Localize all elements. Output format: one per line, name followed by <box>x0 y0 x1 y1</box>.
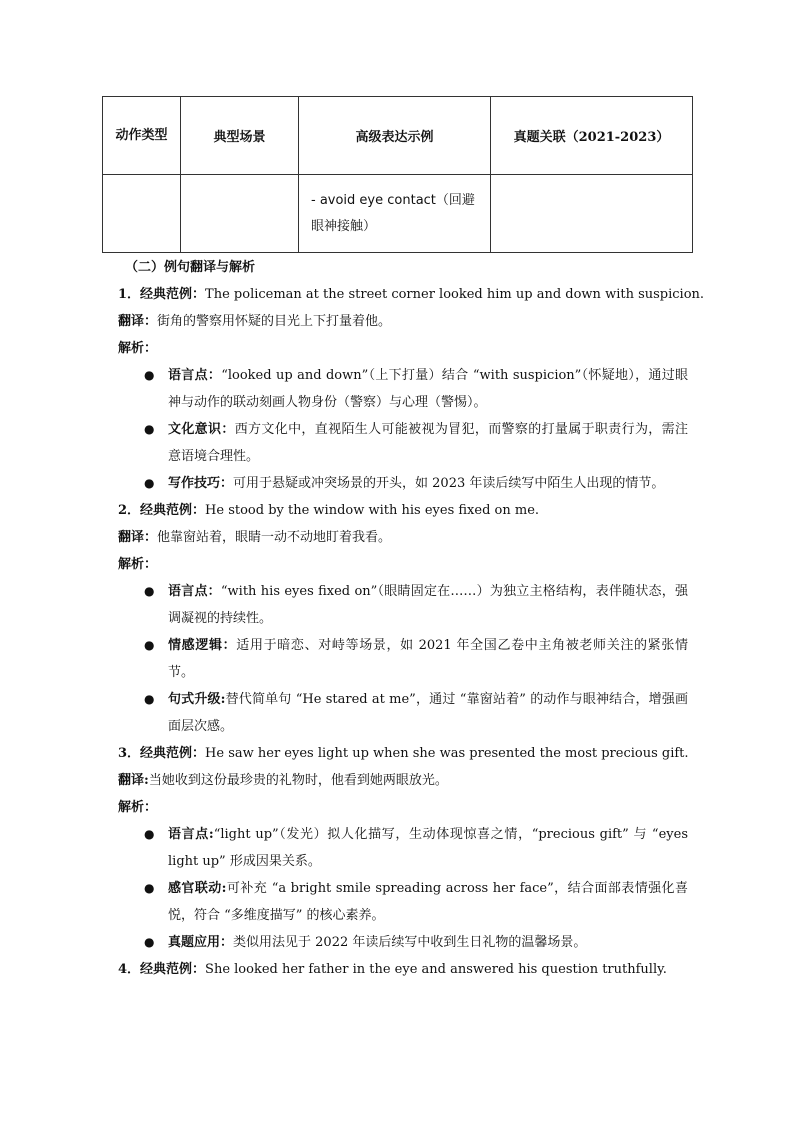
bullet-icon: ● <box>144 881 155 895</box>
example-label: 2．经典范例： <box>118 503 206 518</box>
analysis-heading <box>118 794 698 821</box>
point-label: 写作技巧： <box>168 476 234 491</box>
analysis-heading <box>118 551 698 578</box>
example-label: 3．经典范例： <box>118 746 206 761</box>
section-title: （二）例句翻译与解析 <box>125 260 256 275</box>
expression-table <box>102 96 693 253</box>
table-cell <box>181 175 299 253</box>
bullet-icon: ● <box>144 638 155 652</box>
example-sentence: He saw her eyes light up when she was presented the most precious gift. <box>205 746 689 761</box>
table-row <box>103 175 693 253</box>
bullet-icon: ● <box>144 368 155 382</box>
list-item <box>118 416 698 470</box>
point-text: 可补充 “a bright smile spreading across her face”，结合面部表情强化喜悦，符合 “多维度描写” 的核心素养。 <box>168 881 688 923</box>
analysis-label: 解析： <box>118 800 158 815</box>
table-header-cell: 真题关联（2021-2023） <box>491 97 693 175</box>
translation-line <box>118 767 698 794</box>
point-text: “light up”（发光）拟人化描写，生动体现惊喜之情，“precious gift” 与 “eyes light up” 形成因果关系。 <box>168 827 688 869</box>
bullet-icon: ● <box>144 692 155 706</box>
point-text: “looked up and down”（上下打量）结合 “with suspicion”（怀疑地），通过眼神与动作的联动刻画人物身份（警察）与心理（警惕）。 <box>168 368 688 410</box>
example-line <box>118 281 705 308</box>
example-sentence: He stood by the window with his eyes fixed on me. <box>205 503 540 518</box>
table-cell <box>491 175 693 253</box>
analysis-label: 解析： <box>118 557 158 572</box>
point-label: 情感逻辑： <box>168 638 237 653</box>
point-label: 语言点： <box>168 368 222 383</box>
translation-text: 当她收到这份最珍贵的礼物时，他看到她两眼放光。 <box>148 773 448 788</box>
example-label: 1．经典范例： <box>118 287 206 302</box>
bullet-icon: ● <box>144 584 155 598</box>
content-flow <box>118 254 705 983</box>
point-label: 语言点： <box>168 584 221 599</box>
point-label: 文化意识： <box>168 422 235 437</box>
table-header-cell: 典型场景 <box>181 97 299 175</box>
point-text: 类似用法见于 2022 年读后续写中收到生日礼物的温馨场景。 <box>233 935 587 950</box>
example-label: 4．经典范例： <box>118 962 206 977</box>
list-item <box>118 470 698 497</box>
translation-line <box>118 308 698 335</box>
point-text: “with his eyes fixed on”（眼睛固定在……）为独立主格结构，表伴随状态，强调凝视的持续性。 <box>168 584 688 626</box>
example-line <box>118 956 698 983</box>
point-label: 真题应用： <box>168 935 234 950</box>
translation-text: 街角的警察用怀疑的目光上下打量着他。 <box>157 314 392 329</box>
list-item <box>118 686 698 740</box>
example-line <box>118 740 698 767</box>
translation-label: 翻译: <box>118 773 149 788</box>
point-text: 适用于暗恋、对峙等场景，如 2021 年全国乙卷中主角被老师关注的紧张情节。 <box>168 638 688 680</box>
point-text: 西方文化中，直视陌生人可能被视为冒犯，而警察的打量属于职责行为，需注意语境合理性。 <box>168 422 688 464</box>
table-cell <box>103 175 181 253</box>
list-item <box>118 578 698 632</box>
bullet-icon: ● <box>144 827 155 841</box>
translation-label: 翻译： <box>118 530 158 545</box>
point-label: 句式升级: <box>168 692 226 707</box>
example-sentence: She looked her father in the eye and answered his question truthfully. <box>205 962 667 977</box>
list-item <box>118 821 698 875</box>
table-header-cell: 高级表达示例 <box>299 97 491 175</box>
translation-text: 他靠窗站着，眼睛一动不动地盯着我看。 <box>157 530 392 545</box>
bullet-icon: ● <box>144 935 155 949</box>
list-item <box>118 875 698 929</box>
analysis-label: 解析： <box>118 341 158 356</box>
point-text: 替代简单句 “He stared at me”，通过 “靠窗站着” 的动作与眼神结合，增强画面层次感。 <box>168 692 688 734</box>
table-header-cell: 动作类型 <box>103 97 181 175</box>
translation-label: 翻译： <box>118 314 158 329</box>
table-header-row <box>103 97 693 175</box>
list-item <box>118 632 698 686</box>
table-cell-text: - avoid eye contact（回避眼神接触） <box>311 192 475 234</box>
list-item <box>118 362 698 416</box>
bullet-icon: ● <box>144 476 155 490</box>
translation-line <box>118 524 698 551</box>
point-label: 感官联动: <box>168 881 227 896</box>
list-item <box>118 929 698 956</box>
analysis-heading <box>118 335 698 362</box>
table-cell <box>299 175 491 253</box>
point-label: 语言点: <box>168 827 214 842</box>
example-line <box>118 497 698 524</box>
point-text: 可用于悬疑或冲突场景的开头，如 2023 年读后续写中陌生人出现的情节。 <box>233 476 665 491</box>
example-sentence: The policeman at the street corner looked him up and down with suspicion. <box>205 287 705 302</box>
bullet-icon: ● <box>144 422 155 436</box>
